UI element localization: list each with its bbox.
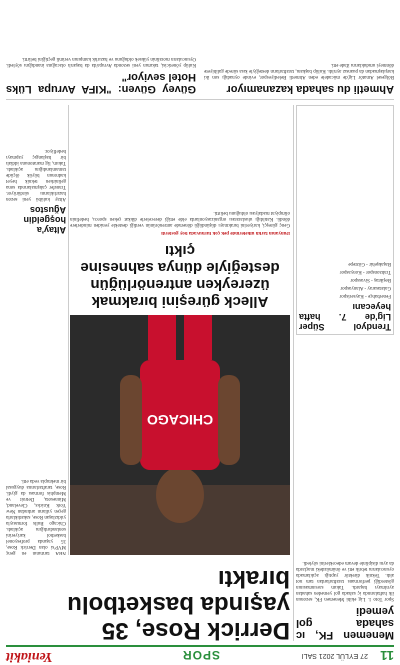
- bottom-left-body: Bölgesel Amatör Lig'de mücadele eden Ahmetli Belediyespor, evinde oynadığı son iki karşılaşmadan da puansız ayrıldı. Kulüp başkanı, taraftarların desteğiyle kısa sürede galibiyete dönmeyi umduklarını ifade etti.: [204, 62, 394, 79]
- fixture-3: Beşiktaş - Sivasspor: [350, 277, 391, 282]
- fixture-2: Galatasaray - Alanyaspor: [340, 285, 391, 290]
- right-column-article: [6, 305, 66, 313]
- bottom-right-body: Kulüp yöneticisi, takımın yeni sezonda Avrupa'da da başarılı olacağına inandığını söyledi. Oyuncuların moralinin yüksek olduğunu ve hazırlık kampının verimli geçtiğini belirtti.: [6, 56, 196, 67]
- page-number: 11: [380, 648, 394, 663]
- right-column-body: Altay kulübü yeni sezon hazırlıklarını sürdürüyor. Transfer çalışmalarında sona gelinirken teknik heyet kadronun büyük ölçüde tamamlandığını açıkladı. Takım, lig maratonuna iddialı bir başlangıç yapmayı hedefliyor.: [6, 148, 66, 201]
- left-column-article: [296, 341, 394, 641]
- bottom-left-article: [204, 5, 394, 95]
- fixtures-title: Trendyol Süper Lig'de 7. hafta heyecanı: [299, 302, 391, 332]
- jersey-text: CHICAGO: [146, 412, 214, 428]
- middle-article: [70, 105, 290, 235]
- right-article: [6, 105, 66, 235]
- bottom-right-title: Güvey Güven: "KIFA Avrupa Lüks Hotel seviyor": [6, 71, 196, 95]
- horizontal-rule: [6, 99, 394, 100]
- section-title: SPOR: [181, 648, 220, 662]
- left-column-body: Spor Toto 1. Lig ekibi Menemen FK, sezonun ilk haftalarında iç sahada gol yemeden sahadan ayrılmayı başardı. Takım savunmasının gösterdiği performans taraftarlardan tam not aldı. Teknik direktör yaptığı açıklamada oyuncularını tebrik etti ve önümüzdeki maçlarda da aynı disiplinle devam edeceklerini söyledi.: [296, 560, 394, 601]
- main-article-body: [6, 315, 66, 555]
- bottom-left-title: Ahmetli du sahada kazanamıyor: [226, 83, 394, 95]
- middle-highlight: Dünyanın farklı ülkelerinde pek çok turnuvada boy gösterdi: [161, 230, 290, 235]
- fixture-5: Başakşehir - Göztepe: [348, 261, 391, 266]
- main-body-text: NBA tarihinin en genç MVP'si olan Derrick Rose, 35 yaşında profesyonel basketbol kariyerini sonlandırdığını açıkladı. Chicago Bulls formasıyla yıldızlaşan Rose, sakatlıklarla geçen yılların ardından New York Knicks, Cleveland, Minnesota, Detroit ve Memphis forması da giydi. Rose, taraftarlarına duygusal bir mektupla veda etti.: [6, 478, 66, 555]
- basketball-player-image: [70, 315, 290, 555]
- middle-headline: Alleck güreşini bırakmak üzereyken antrenörlüğün desteğiyle dünya sahnesine çıktı: [80, 242, 280, 310]
- fixtures-box: [296, 105, 394, 335]
- fixture-1: Fenerbahçe - Kayserispor: [339, 293, 391, 298]
- page-date: 27 EYLÜL 2021 SALI: [301, 652, 368, 659]
- fixture-4: Trabzonspor - Konyaspor: [339, 269, 391, 274]
- page-header: [0, 645, 400, 665]
- left-column-title: Menemen FK, ıc sahada gol yemedi: [296, 605, 394, 641]
- main-headline: Derrick Rose, 35 yaşında basketbolu bıraktı: [67, 565, 290, 644]
- bottom-right-article: [6, 5, 196, 95]
- main-photo: [70, 315, 290, 555]
- header-rule: [6, 645, 394, 647]
- right-column-title: Altay'a hoşgeldin Ağustos: [23, 205, 66, 235]
- middle-body: Genç güreşçi, kariyerini bırakmayı düşündüğü dönemde antrenörünün verdiği destekle yeniden minderlere döndü. Katıldığı uluslararası organizasyonlarda elde ettiği derecelerle dikkat çeken sporcu, hedefinin olimpiyat madalyası olduğunu belirtti.: [70, 210, 290, 227]
- vertical-rule-right: [68, 105, 69, 555]
- newspaper-logo: Yeniakit: [6, 649, 53, 664]
- vertical-rule-left: [293, 105, 294, 641]
